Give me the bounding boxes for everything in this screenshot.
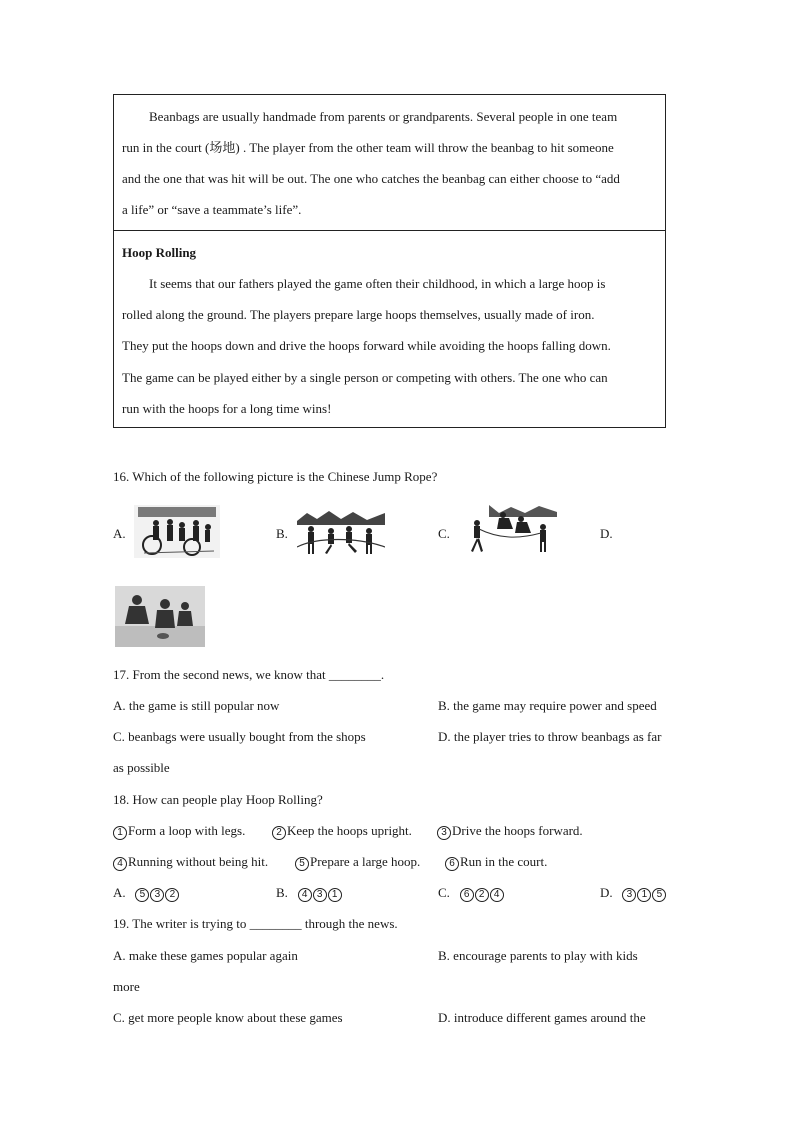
q18-item-text: Run in the court. — [460, 854, 548, 869]
option-label: B. — [276, 885, 288, 900]
circled-number: 2 — [475, 888, 489, 902]
circled-number: 5 — [135, 888, 149, 902]
q18-item-5 — [295, 854, 420, 871]
q17-option-b[interactable]: B. the game may require power and speed — [438, 698, 657, 713]
q16-option-c-label[interactable]: C. — [438, 526, 450, 541]
q18-item-text: Running without being hit. — [128, 854, 269, 869]
q18-option-b[interactable] — [276, 885, 343, 902]
question-16-stem: 16. Which of the following picture is the Chinese Jump Rope? — [113, 469, 438, 484]
question-19-stem: 19. The writer is trying to ________ through the news. — [113, 916, 398, 931]
beanbag-line-4: a life” or “save a teammate’s life”. — [122, 202, 302, 217]
circled-number: 2 — [165, 888, 179, 902]
hoop-cell — [114, 231, 665, 427]
circled-number: 2 — [272, 826, 286, 840]
option-label: C. — [438, 885, 450, 900]
option-label: A. — [113, 885, 126, 900]
beanbag-line-3: and the one that was hit will be out. The one who catches the beanbag can either choose to “add — [122, 171, 620, 186]
q18-option-c[interactable] — [438, 885, 505, 902]
q19-option-b[interactable]: B. encourage parents to play with kids — [438, 948, 638, 963]
q18-item-6 — [445, 854, 547, 871]
circled-number: 6 — [445, 857, 459, 871]
q17-option-a[interactable]: A. the game is still popular now — [113, 698, 280, 713]
question-17-stem: 17. From the second news, we know that ________. — [113, 667, 385, 682]
circled-number: 1 — [637, 888, 651, 902]
q18-item-4 — [113, 854, 268, 871]
q18-option-a[interactable] — [113, 885, 180, 902]
circled-number: 4 — [113, 857, 127, 871]
q17-option-d[interactable]: D. the player tries to throw beanbags as far — [438, 729, 662, 744]
circled-number: 3 — [622, 888, 636, 902]
q16-option-d-label[interactable]: D. — [600, 526, 613, 541]
beanbag-cell — [114, 95, 665, 231]
q16-option-b-label[interactable]: B. — [276, 526, 288, 541]
q16-option-d-picture[interactable] — [115, 586, 205, 647]
q18-option-d[interactable] — [600, 885, 667, 902]
hoop-line-3: They put the hoops down and drive the hoops forward while avoiding the hoops falling down. — [122, 338, 611, 353]
q17-option-c[interactable]: C. beanbags were usually bought from the shops — [113, 729, 366, 744]
q19-option-d[interactable]: D. introduce different games around the — [438, 1010, 646, 1025]
hoop-line-5: run with the hoops for a long time wins! — [122, 401, 332, 416]
circled-number: 4 — [490, 888, 504, 902]
q18-item-3 — [437, 823, 583, 840]
q18-item-1 — [113, 823, 245, 840]
q16-option-a-label[interactable]: A. — [113, 526, 126, 541]
hoop-rolling-title: Hoop Rolling — [122, 245, 197, 260]
q17-option-d-continued: as possible — [113, 760, 170, 775]
circled-number: 1 — [113, 826, 127, 840]
circled-number: 4 — [298, 888, 312, 902]
q18-item-text: Drive the hoops forward. — [452, 823, 583, 838]
q16-option-c-picture[interactable] — [459, 503, 557, 558]
question-18-stem: 18. How can people play Hoop Rolling? — [113, 792, 323, 807]
q18-item-2 — [272, 823, 412, 840]
q16-option-a-picture[interactable] — [134, 505, 220, 558]
passage-box — [113, 94, 666, 428]
beanbag-line-2: run in the court (场地) . The player from the other team will throw the beanbag to hit someone — [122, 140, 614, 155]
circled-number: 5 — [652, 888, 666, 902]
option-label: D. — [600, 885, 613, 900]
q18-item-text: Form a loop with legs. — [128, 823, 246, 838]
circled-number: 3 — [150, 888, 164, 902]
circled-number: 1 — [328, 888, 342, 902]
q16-option-b-picture[interactable] — [297, 507, 385, 558]
q18-item-text: Prepare a large hoop. — [310, 854, 421, 869]
circled-number: 6 — [460, 888, 474, 902]
circled-number: 3 — [313, 888, 327, 902]
q19-option-a[interactable]: A. make these games popular again — [113, 948, 298, 963]
circled-number: 3 — [437, 826, 451, 840]
circled-number: 5 — [295, 857, 309, 871]
q19-option-c[interactable]: C. get more people know about these games — [113, 1010, 343, 1025]
hoop-line-1: It seems that our fathers played the game often their childhood, in which a large hoop is — [149, 276, 606, 291]
q19-option-b-continued: more — [113, 979, 140, 994]
beanbag-line-1: Beanbags are usually handmade from parents or grandparents. Several people in one team — [149, 109, 618, 124]
q18-item-text: Keep the hoops upright. — [287, 823, 412, 838]
hoop-line-2: rolled along the ground. The players prepare large hoops themselves, usually made of iron. — [122, 307, 595, 322]
hoop-line-4: The game can be played either by a single person or competing with others. The one who can — [122, 370, 608, 385]
